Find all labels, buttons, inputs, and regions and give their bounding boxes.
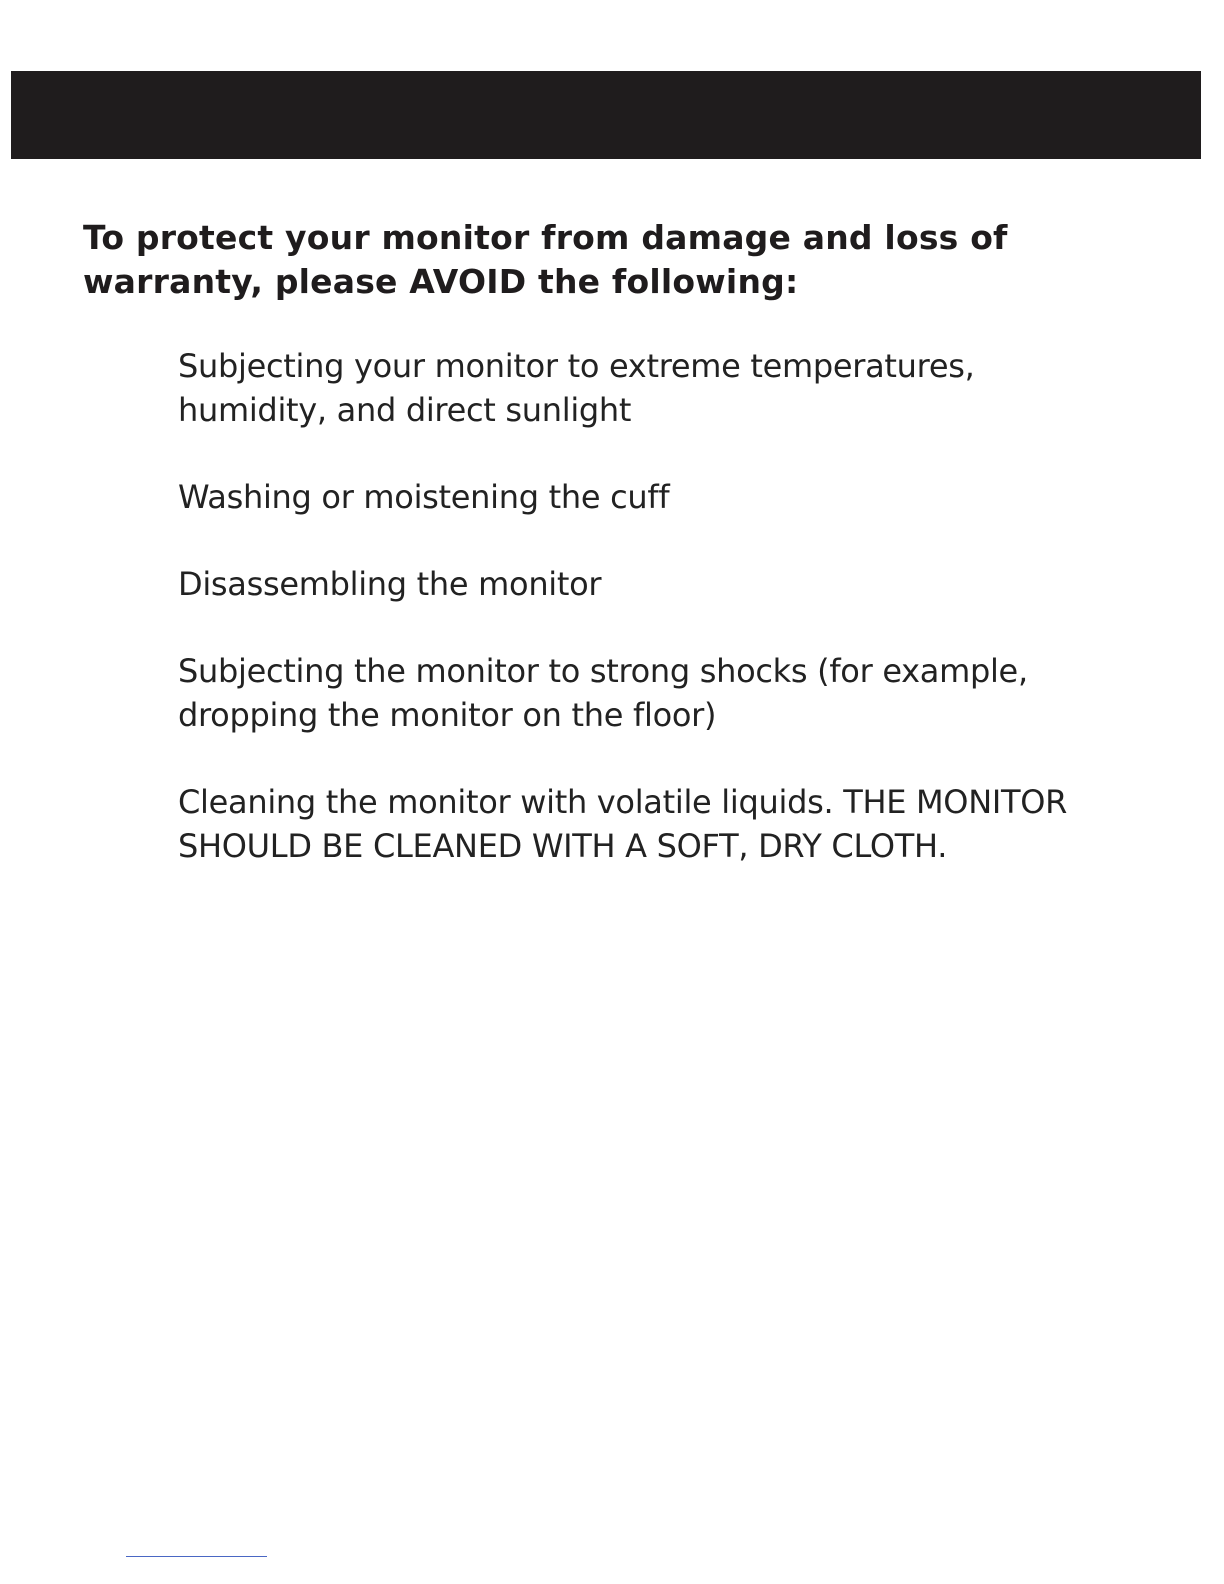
avoid-list (178, 344, 1108, 911)
list-item: Subjecting the monitor to strong shocks (for example, dropping the monitor on the floor) (178, 652, 1028, 734)
list-item: Cleaning the monitor with volatile liquids. THE MONITOR SHOULD BE CLEANED WITH A SOFT, DRY CLOTH. (178, 783, 1068, 865)
list-item: Disassembling the monitor (178, 565, 602, 603)
link-underline[interactable] (126, 1556, 267, 1557)
header-bar (11, 71, 1201, 159)
list-item: Subjecting your monitor to extreme temperatures, humidity, and direct sunlight (178, 347, 975, 429)
page-heading: To protect your monitor from damage and loss of warranty, please AVOID the following: (83, 218, 1008, 301)
list-item: Washing or moistening the cuff (178, 478, 670, 516)
